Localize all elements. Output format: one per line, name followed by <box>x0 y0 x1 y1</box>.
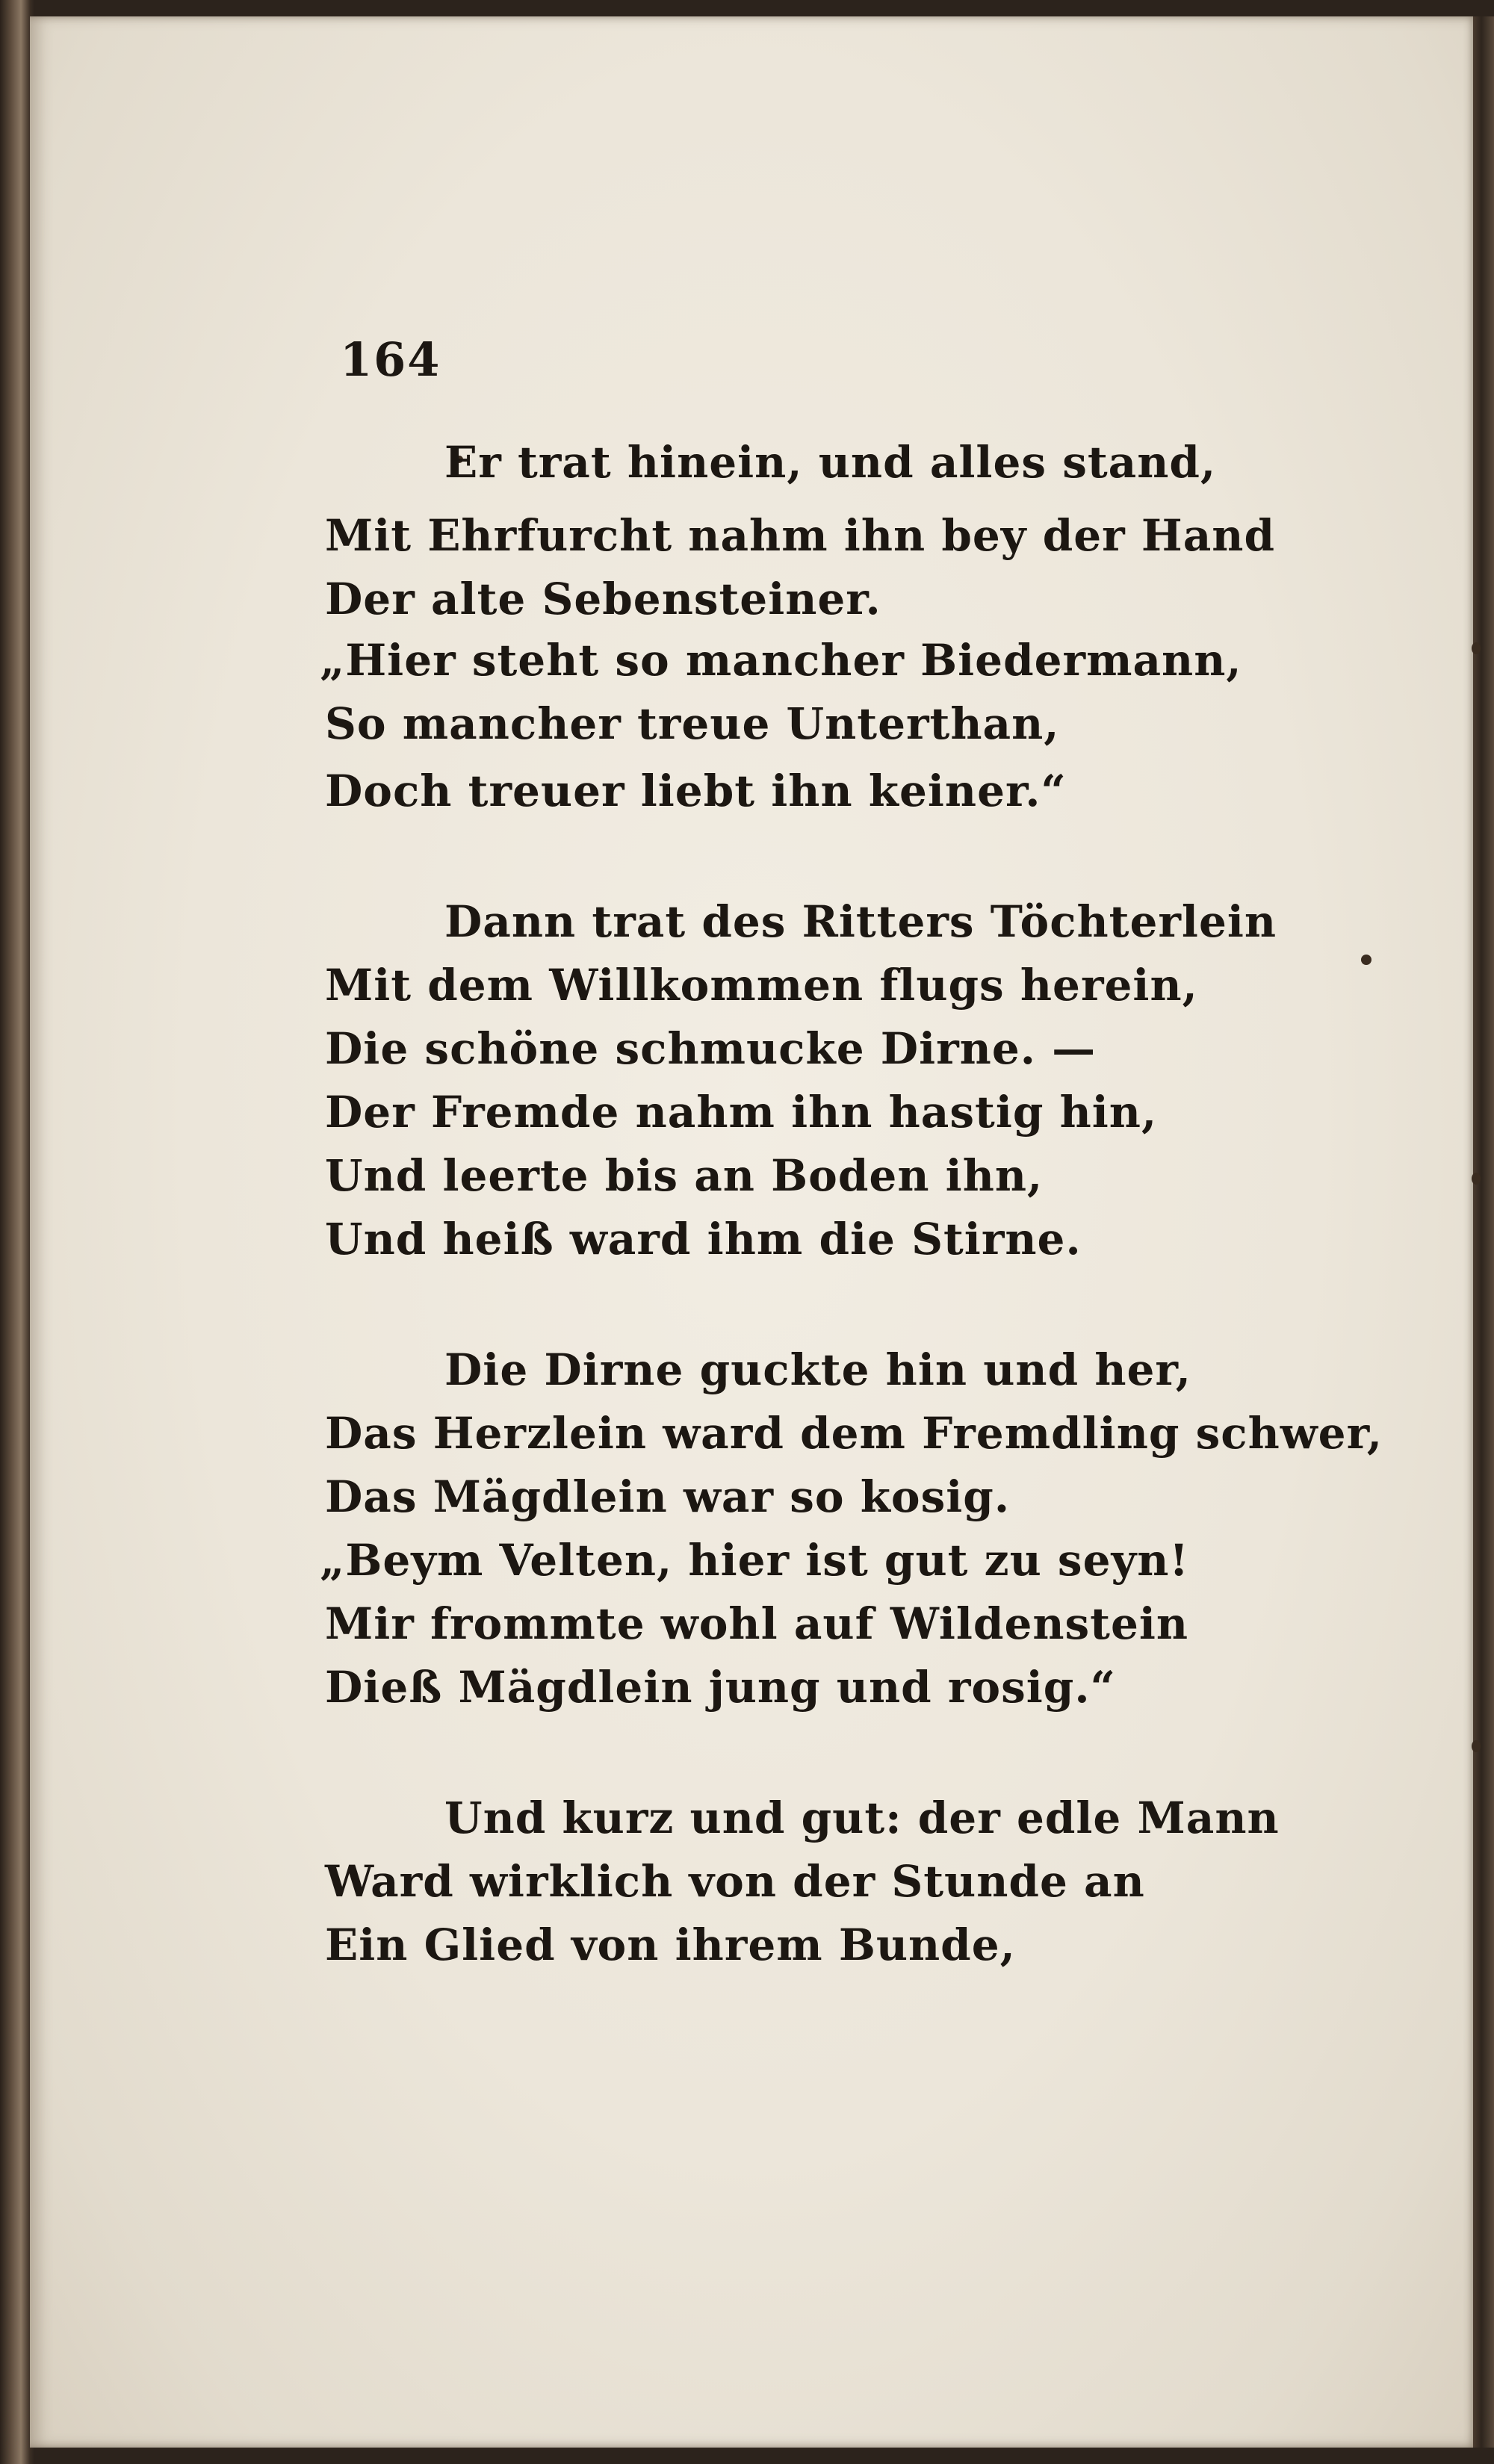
verse-line: Das Mägdlein war so kosig. <box>325 1471 1011 1522</box>
verse-line: Mit dem Willkommen flugs herein, <box>325 960 1198 1011</box>
verse-line: Das Herzlein ward dem Fremdling schwer, <box>325 1408 1383 1459</box>
verse-line: Mir frommte wohl auf Wildenstein <box>325 1598 1189 1649</box>
verse-line: Der alte Sebensteiner. <box>325 574 881 624</box>
page-number: 164 <box>340 332 441 387</box>
verse-line: Und kurz und gut: der edle Mann <box>444 1793 1280 1843</box>
verse-line: Der Fremde nahm ihn hastig hin, <box>325 1087 1158 1138</box>
verse-line: Und heiß ward ihm die Stirne. <box>325 1214 1082 1264</box>
verse-line: „Beym Velten, hier ist gut zu seyn! <box>320 1535 1189 1586</box>
verse-line: Mit Ehrfurcht nahm ihn bey der Hand <box>325 510 1276 561</box>
verse-line: Ward wirklich von der Stunde an <box>325 1856 1145 1907</box>
verse-line: Ein Glied von ihrem Bunde, <box>325 1920 1016 1970</box>
verse-line: Dann trat des Ritters Töchterlein <box>444 896 1277 947</box>
verse-line: Doch treuer liebt ihn keiner.“ <box>325 766 1067 816</box>
verse-line: Die schöne schmucke Dirne. — <box>325 1023 1097 1074</box>
verse-line: So mancher treue Unterthan, <box>325 698 1060 749</box>
verse-line: Und leerte bis an Boden ihn, <box>325 1150 1044 1201</box>
verse-line: Dieß Mägdlein jung und rosig.“ <box>325 1662 1116 1713</box>
verse-line: Er trat hinein, und alles stand, <box>444 437 1217 488</box>
verse-line: Die Dirne guckte hin und her, <box>444 1344 1191 1395</box>
verse-line: „Hier steht so mancher Biedermann, <box>320 635 1242 686</box>
